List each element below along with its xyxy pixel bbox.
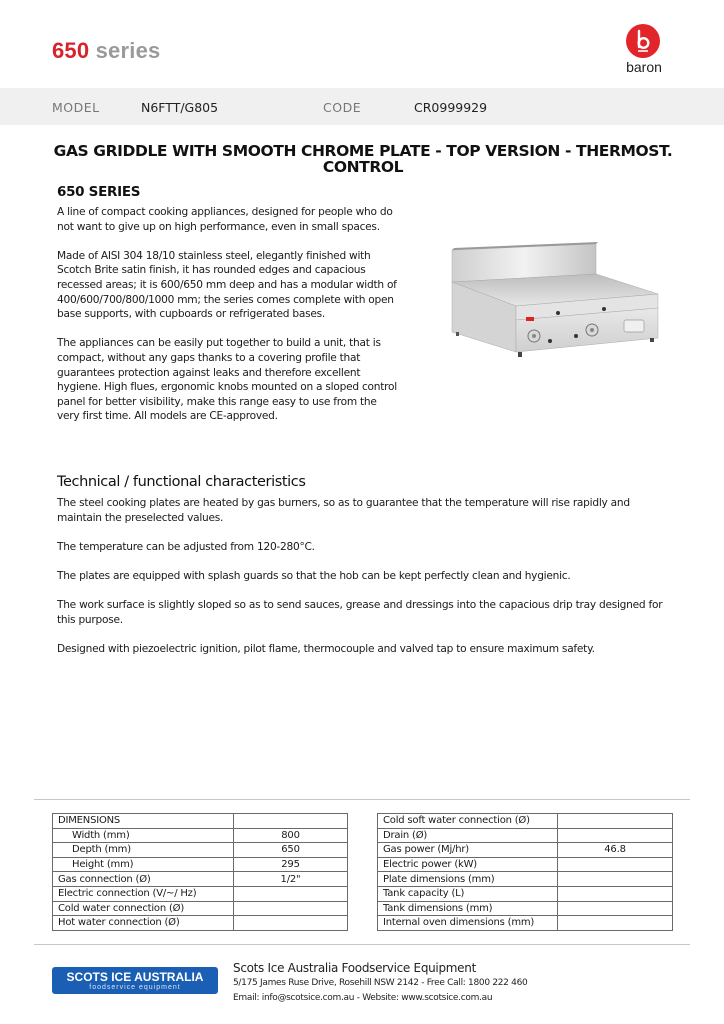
- spec-label: Electric connection (V/~/ Hz): [53, 886, 234, 901]
- baron-b-icon: [626, 24, 660, 58]
- logo-line2: foodservice equipment: [89, 984, 181, 991]
- spec-label: Cold water connection (Ø): [53, 901, 234, 916]
- series-word: series: [95, 38, 161, 63]
- technical-description: [57, 496, 677, 671]
- table-row: [378, 916, 673, 931]
- tech-paragraph: Designed with piezoelectric ignition, pilot flame, thermocouple and valved tap to ensure maximum safety.: [57, 642, 595, 655]
- spec-value: [234, 916, 348, 931]
- table-row: [53, 828, 348, 843]
- spec-label: Electric power (kW): [378, 857, 558, 872]
- table-row: [53, 872, 348, 887]
- model-code-band: [0, 88, 724, 125]
- spec-label: Drain (Ø): [378, 828, 558, 843]
- intro-paragraph: Made of AISI 304 18/10 stainless steel, elegantly finished with Scotch Brite satin finish, it has rounded edges and capacious recessed areas; it is 600/650 mm deep and has a modular width of 400/600/700/800/1000 mm; the series comes complete with open base supports, with cupboards or refrigerated bases.: [57, 249, 397, 321]
- spec-value: [558, 901, 673, 916]
- series-title: [52, 38, 160, 64]
- table-row: [378, 901, 673, 916]
- product-title-line2: CONTROL: [322, 158, 404, 176]
- spec-label: Tank capacity (L): [378, 886, 558, 901]
- table-row: [53, 857, 348, 872]
- tech-paragraph: The steel cooking plates are heated by gas burners, so as to guarantee that the temperature will rise rapidly and maintain the preselected values.: [57, 497, 630, 524]
- spec-table-left: [52, 813, 348, 931]
- intro-paragraph: A line of compact cooking appliances, designed for people who do not want to give up on high performance, even in small spaces.: [57, 206, 393, 233]
- intro-paragraph: The appliances can be easily put together to build a unit, that is compact, without any gaps thanks to a covering profile that guarantees protection against leaks and therefore excellent hygiene. High flues, ergonomic knobs mounted on a sloped control panel for better visibility, make this range easy to use from the very first time. All models are CE-approved.: [57, 337, 397, 423]
- contact-line: Email: info@scotsice.com.au - Website: www.scotsice.com.au: [233, 992, 493, 1003]
- spec-label: Gas power (Mj/hr): [378, 843, 558, 858]
- spec-value: [234, 814, 348, 829]
- table-row: [378, 828, 673, 843]
- table-row: [53, 843, 348, 858]
- spec-value: [558, 814, 673, 829]
- scots-ice-logo: [52, 967, 218, 994]
- baron-wordmark: baron: [626, 59, 662, 75]
- product-image: [446, 240, 662, 364]
- spec-label: Gas connection (Ø): [53, 872, 234, 887]
- spec-label: Hot water connection (Ø): [53, 916, 234, 931]
- spec-label: DIMENSIONS: [53, 814, 234, 829]
- spec-value: [558, 857, 673, 872]
- table-row: [378, 857, 673, 872]
- model-label: MODEL: [52, 100, 100, 115]
- table-row: [53, 901, 348, 916]
- table-row: [378, 872, 673, 887]
- spec-value: 295: [234, 857, 348, 872]
- spec-value: [558, 872, 673, 887]
- spec-value: [558, 916, 673, 931]
- code-value: CR0999929: [414, 100, 488, 115]
- address-line: 5/175 James Ruse Drive, Rosehill NSW 2142 - Free Call: 1800 222 460: [233, 978, 528, 988]
- series-heading: 650 SERIES: [57, 184, 141, 200]
- spec-label: Width (mm): [53, 828, 234, 843]
- spec-label: Plate dimensions (mm): [378, 872, 558, 887]
- spec-value: [234, 886, 348, 901]
- table-row: [53, 886, 348, 901]
- table-row: [378, 886, 673, 901]
- product-title-line1: GAS GRIDDLE WITH SMOOTH CHROME PLATE - TOP VERSION - THERMOST.: [53, 142, 673, 160]
- code-label: CODE: [323, 100, 362, 115]
- baron-logo: [620, 24, 668, 80]
- table-row: [378, 843, 673, 858]
- spec-label: Depth (mm): [53, 843, 234, 858]
- footer-contact: [233, 960, 527, 1005]
- spec-value: 46.8: [558, 843, 673, 858]
- spec-value: [558, 828, 673, 843]
- tech-paragraph: The work surface is slightly sloped so as to send sauces, grease and dressings into the capacious drip tray designed for this purpose.: [57, 599, 663, 626]
- spec-label: Tank dimensions (mm): [378, 901, 558, 916]
- spec-label: Cold soft water connection (Ø): [378, 814, 558, 829]
- logo-line1: SCOTS ICE AUSTRALIA: [66, 970, 204, 984]
- divider-top: [34, 799, 690, 800]
- table-row: [53, 916, 348, 931]
- spec-value: 650: [234, 843, 348, 858]
- model-value: N6FTT/G805: [141, 100, 219, 115]
- technical-heading: Technical / functional characteristics: [57, 474, 306, 490]
- tech-paragraph: The plates are equipped with splash guards so that the hob can be kept perfectly clean and hygienic.: [57, 569, 571, 582]
- divider-bottom: [34, 944, 690, 945]
- spec-value: 800: [234, 828, 348, 843]
- tech-paragraph: The temperature can be adjusted from 120-280°C.: [57, 540, 315, 553]
- table-row: [378, 814, 673, 829]
- spec-label: Internal oven dimensions (mm): [378, 916, 558, 931]
- spec-table-right: [377, 813, 673, 931]
- series-number: 650: [52, 38, 90, 63]
- spec-label: Height (mm): [53, 857, 234, 872]
- company-name: Scots Ice Australia Foodservice Equipment: [233, 961, 476, 975]
- spec-value: 1/2": [234, 872, 348, 887]
- spec-value: [234, 901, 348, 916]
- spec-value: [558, 886, 673, 901]
- product-title: [40, 143, 686, 175]
- table-row: [53, 814, 348, 829]
- series-description: [57, 205, 402, 439]
